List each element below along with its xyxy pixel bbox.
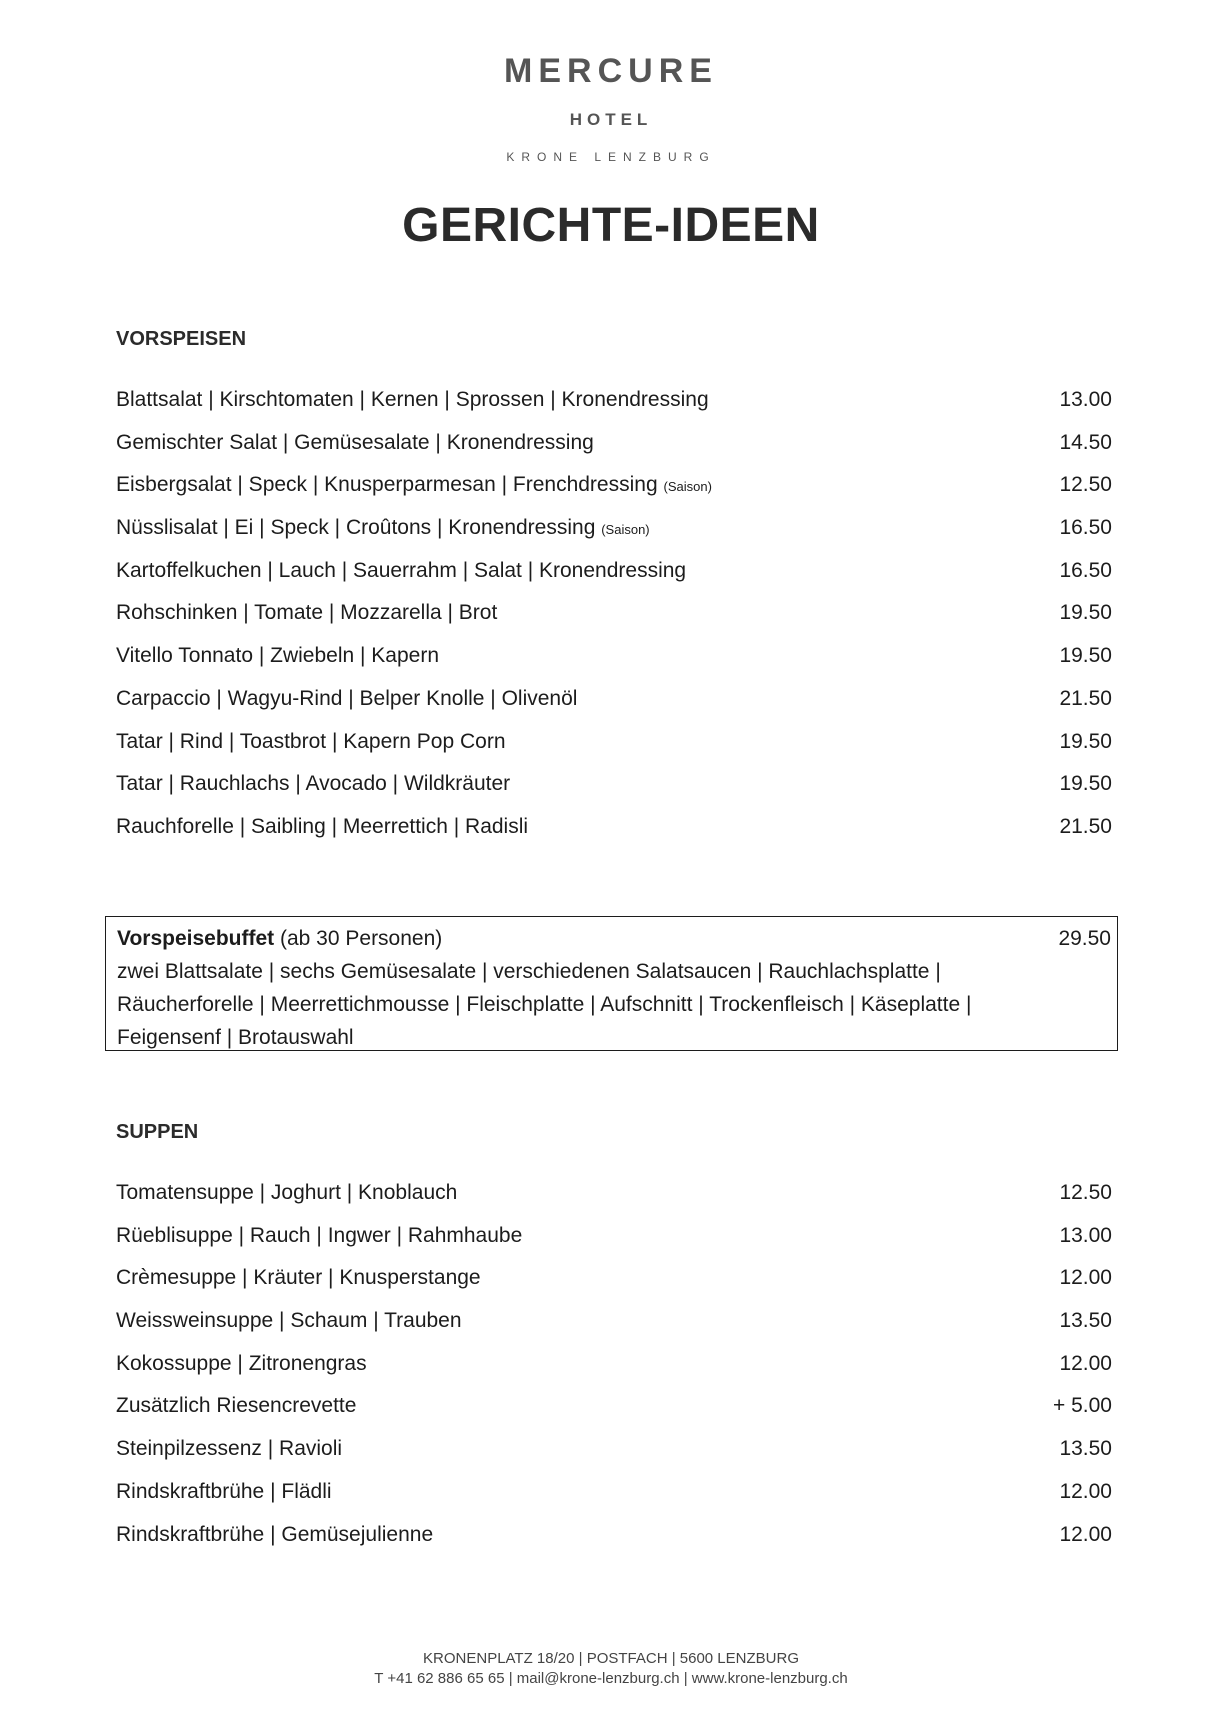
- menu-item: [116, 1350, 1112, 1393]
- dish-price: 13.00: [1059, 1223, 1112, 1247]
- dish-name-text: Eisbergsalat | Speck | Knusperparmesan | Frenchdressing: [116, 473, 658, 497]
- buffet-description-line: Räucherforelle | Meerrettichmousse | Fleischplatte | Aufschnitt | Trockenfleisch | Käseplatte |: [117, 993, 972, 1016]
- dish-price: 19.50: [1059, 601, 1112, 625]
- menu-item: [116, 1179, 1112, 1222]
- dish-name: [116, 728, 506, 756]
- dish-price: + 5.00: [1053, 1394, 1112, 1418]
- dish-name: [116, 514, 650, 544]
- menu-item: [116, 1521, 1112, 1564]
- menu-item: [116, 1222, 1112, 1265]
- dish-name-text: Rüeblisuppe | Rauch | Ingwer | Rahmhaube: [116, 1223, 523, 1247]
- suppen-list: [116, 1179, 1112, 1563]
- buffet-description-line: Feigensenf | Brotauswahl: [117, 1026, 354, 1049]
- footer-address: KRONENPLATZ 18/20 | POSTFACH | 5600 LENZBURG: [423, 1650, 799, 1667]
- dish-name-text: Blattsalat | Kirschtomaten | Kernen | Sprossen | Kronendressing: [116, 388, 709, 411]
- menu-item: [116, 1478, 1112, 1521]
- dish-name: [116, 1392, 356, 1420]
- dish-name-text: Kokossuppe | Zitronengras: [116, 1351, 367, 1375]
- menu-item: [116, 1435, 1112, 1478]
- dish-name: [116, 685, 577, 713]
- dish-price: 14.50: [1059, 430, 1112, 454]
- menu-item: [116, 1264, 1112, 1307]
- dish-name-text: Vitello Tonnato | Zwiebeln | Kapern: [116, 644, 440, 668]
- dish-name-text: Tatar | Rind | Toastbrot | Kapern Pop Corn: [116, 729, 506, 753]
- dish-price: 13.00: [1059, 388, 1112, 411]
- section-heading-vorspeisen: VORSPEISEN: [116, 328, 247, 350]
- dish-name-text: Gemischter Salat | Gemüsesalate | Kronendressing: [116, 430, 594, 454]
- dish-name: [116, 1264, 481, 1292]
- dish-price: 19.50: [1059, 644, 1112, 668]
- dish-price: 12.00: [1059, 1479, 1112, 1503]
- dish-name: [116, 1478, 332, 1506]
- buffet-price: 29.50: [1058, 927, 1111, 950]
- dish-name-text: Zusätzlich Riesencrevette: [116, 1394, 357, 1418]
- footer-contact: T +41 62 886 65 65 | mail@krone-lenzburg.ch | www.krone-lenzburg.ch: [374, 1670, 848, 1687]
- buffet-subtitle: (ab 30 Personen): [280, 927, 443, 950]
- dish-price: 12.50: [1059, 1181, 1112, 1204]
- menu-item: [116, 386, 1112, 429]
- dish-name-text: Rauchforelle | Saibling | Meerrettich | Radisli: [116, 814, 529, 838]
- dish-name: [116, 642, 439, 670]
- dish-name: [116, 770, 510, 798]
- hotel-logo-brand: MERCURE: [504, 52, 718, 90]
- dish-name-text: Rindskraftbrühe | Flädli: [116, 1479, 332, 1503]
- dish-price: 12.50: [1059, 473, 1112, 497]
- dish-name-text: Kartoffelkuchen | Lauch | Sauerrahm | Salat | Kronendressing: [116, 558, 687, 582]
- page-title: GERICHTE-IDEEN: [402, 199, 820, 252]
- buffet-header: [117, 922, 1111, 955]
- dish-name: [116, 386, 709, 414]
- dish-note: (Saison): [663, 479, 712, 495]
- menu-item: [116, 813, 1112, 856]
- dish-name: [116, 1179, 457, 1207]
- dish-price: 16.50: [1059, 516, 1112, 540]
- menu-item: [116, 770, 1112, 813]
- dish-price: 19.50: [1059, 772, 1112, 796]
- dish-price: 21.50: [1059, 686, 1112, 710]
- menu-item: [116, 685, 1112, 728]
- dish-name-text: Tatar | Rauchlachs | Avocado | Wildkräuter: [116, 772, 511, 796]
- dish-name: [116, 471, 712, 501]
- menu-item: [116, 642, 1112, 685]
- hotel-logo-location: KRONE LENZBURG: [506, 150, 716, 164]
- dish-name-text: Steinpilzessenz | Ravioli: [116, 1437, 343, 1461]
- dish-price: 12.00: [1059, 1522, 1112, 1546]
- dish-name-text: Rohschinken | Tomate | Mozzarella | Brot: [116, 601, 498, 625]
- buffet-title: Vorspeisebuffet: [117, 927, 275, 950]
- dish-name-text: Nüsslisalat | Ei | Speck | Croûtons | Kronendressing: [116, 516, 596, 540]
- dish-name-text: Tomatensuppe | Joghurt | Knoblauch: [116, 1181, 458, 1204]
- section-heading-suppen: SUPPEN: [116, 1121, 199, 1143]
- dish-name: [116, 1435, 342, 1463]
- dish-name: [116, 1521, 433, 1549]
- dish-name: [116, 1307, 462, 1335]
- menu-item: [116, 599, 1112, 642]
- menu-item: [116, 471, 1112, 514]
- dish-price: 12.00: [1059, 1266, 1112, 1290]
- dish-name: [116, 557, 686, 585]
- dish-price: 19.50: [1059, 729, 1112, 753]
- dish-name-text: Weissweinsuppe | Schaum | Trauben: [116, 1309, 462, 1333]
- dish-price: 12.00: [1059, 1351, 1112, 1375]
- menu-item: [116, 429, 1112, 472]
- hotel-logo-subtitle: HOTEL: [569, 110, 653, 129]
- menu-item: [116, 557, 1112, 600]
- menu-item: [116, 514, 1112, 557]
- dish-price: 13.50: [1059, 1309, 1112, 1333]
- menu-item: [116, 1392, 1112, 1435]
- dish-price: 16.50: [1059, 558, 1112, 582]
- dish-note: (Saison): [601, 522, 650, 538]
- buffet-description-line: zwei Blattsalate | sechs Gemüsesalate | verschiedenen Salatsaucen | Rauchlachsplatte |: [117, 960, 941, 983]
- vorspeisen-list: [116, 386, 1112, 856]
- dish-name: [116, 1222, 522, 1250]
- dish-name: [116, 1350, 367, 1378]
- dish-price: 21.50: [1059, 814, 1112, 838]
- dish-name-text: Rindskraftbrühe | Gemüsejulienne: [116, 1522, 434, 1546]
- dish-name-text: Crèmesuppe | Kräuter | Knusperstange: [116, 1266, 481, 1290]
- dish-name: [116, 599, 497, 627]
- buffet-box: [105, 916, 1118, 1051]
- dish-price: 13.50: [1059, 1437, 1112, 1461]
- menu-item: [116, 1307, 1112, 1350]
- dish-name: [116, 429, 594, 457]
- dish-name-text: Carpaccio | Wagyu-Rind | Belper Knolle | Olivenöl: [116, 686, 578, 710]
- menu-item: [116, 728, 1112, 771]
- dish-name: [116, 813, 528, 841]
